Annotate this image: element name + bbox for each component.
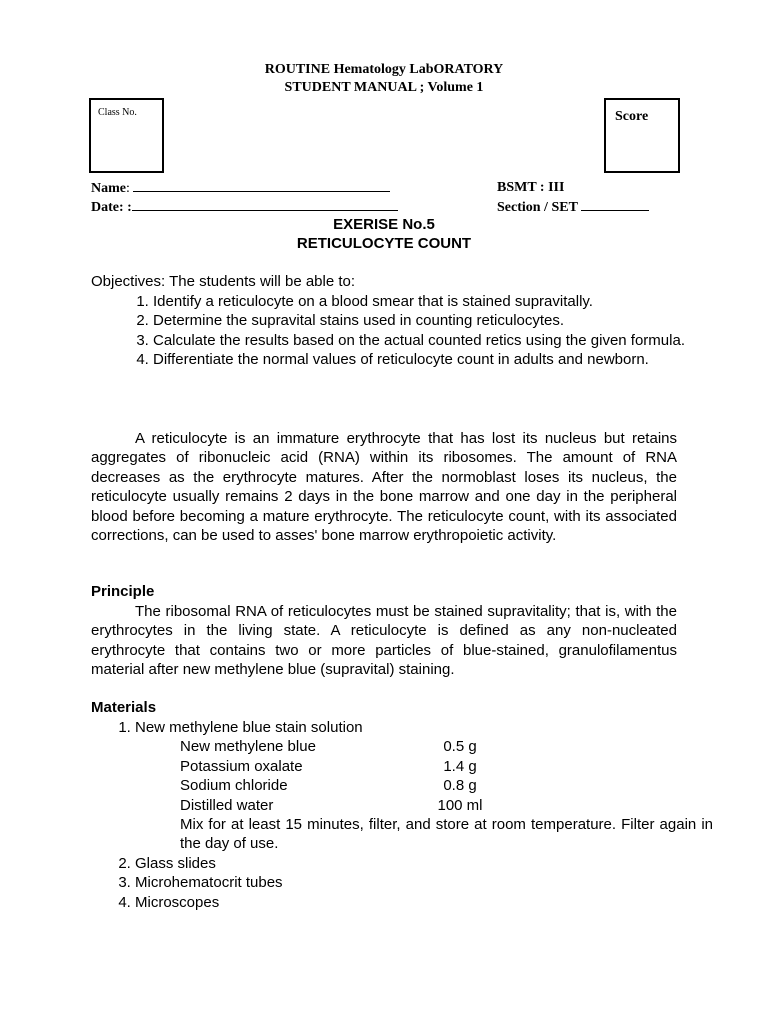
score-box <box>604 98 680 173</box>
materials-list <box>100 718 713 912</box>
class-no-box <box>89 98 164 173</box>
objective-item: 2. Determine the supravital stains used in counting reticulocytes. <box>153 311 713 330</box>
date-field <box>91 199 398 216</box>
reagent-name: New methylene blue <box>180 738 316 756</box>
reagent-amount: 1.4 g <box>443 757 477 775</box>
exercise-number: EXERISE No.5 <box>333 216 435 233</box>
section-label: Section / SET <box>497 200 578 215</box>
reagent-row <box>180 737 713 756</box>
principle-text: The ribosomal RNA of reticulocytes must be stained supravitality; that is, with the erythrocytes in the living state. A reticulocyte is defined as any non-nucleated erythrocyte that contains two or more particles of blue-stained, granulofilamentus material after new methylene blue (supravital) staining. <box>91 603 677 679</box>
manual-subtitle: STUDENT MANUAL ; Volume 1 <box>284 80 484 95</box>
reagent-amount: 100 ml <box>437 796 483 814</box>
material-item-label: New methylene blue stain solution <box>135 719 363 736</box>
reagent-name: Distilled water <box>180 796 274 814</box>
name-colon: : <box>126 181 130 196</box>
principle-heading: Principle <box>91 583 155 600</box>
intro-paragraph: A reticulocyte is an immature erythrocyte that has lost its nucleus but retains aggregates of ribonucleic acid (RNA) within its ribosomes. The amount of RNA decreases as the erythrocyte matures. After the normoblast loses its nucleus, the reticulocyte usually remains 2 days in the bone marrow and one day in the peripheral blood before becoming a mature erythrocyte. The reticulocyte count, with its associated corrections, can be used to asses' bone marrow erythropoietic activity. <box>91 430 677 545</box>
class-no-label: Class No. <box>98 107 137 118</box>
reagent-name: Potassium oxalate <box>180 757 303 775</box>
reagent-name: Sodium chloride <box>180 777 288 795</box>
reagent-table <box>135 737 713 853</box>
score-label: Score <box>615 109 649 124</box>
date-blank <box>132 199 398 211</box>
reagent-row <box>180 796 713 815</box>
objective-item: 1. Identify a reticulocyte on a blood smear that is stained supravitally. <box>153 292 713 311</box>
section-blank <box>581 199 649 211</box>
material-item: 3. Microhematocrit tubes <box>135 873 713 892</box>
course-field: BSMT : III <box>497 180 565 195</box>
objective-item: 4. Differentiate the normal values of reticulocyte count in adults and newborn. <box>153 350 713 369</box>
reagent-row <box>180 757 713 776</box>
exercise-title: RETICULOCYTE COUNT <box>296 235 472 252</box>
reagent-amount: 0.5 g <box>443 738 477 756</box>
objectives-intro: Objectives: The students will be able to: <box>91 273 356 290</box>
materials-heading: Materials <box>91 699 157 716</box>
name-label: Name <box>91 181 126 196</box>
material-item: 2. Glass slides <box>135 854 713 873</box>
name-blank <box>133 180 390 192</box>
date-label: Date: : <box>91 200 132 215</box>
mix-instructions: Mix for at least 15 minutes, filter, and store at room temperature. Filter again in the day of use. <box>180 816 713 853</box>
reagent-amount: 0.8 g <box>443 777 477 795</box>
objectives-list <box>116 292 713 370</box>
name-field <box>91 180 390 197</box>
manual-title: ROUTINE Hematology LabORATORY <box>264 62 504 77</box>
section-field <box>497 199 649 216</box>
material-item <box>135 718 713 854</box>
objective-item: 3. Calculate the results based on the actual counted retics using the given formula. <box>153 331 713 350</box>
reagent-row <box>180 776 713 795</box>
material-item: 4. Microscopes <box>135 893 713 912</box>
